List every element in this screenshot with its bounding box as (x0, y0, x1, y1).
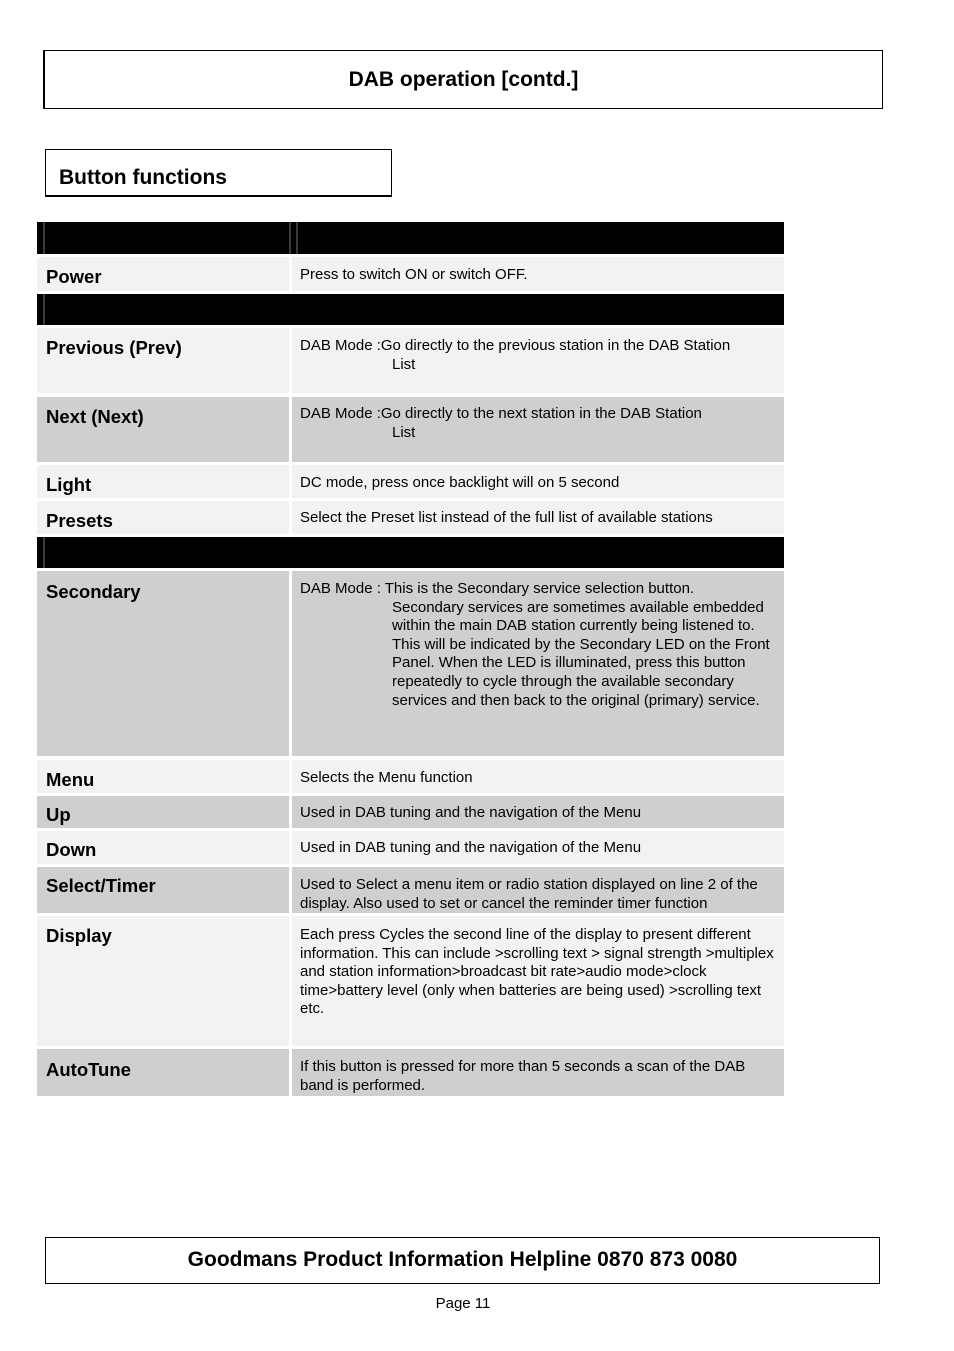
table-row-select-timer (37, 867, 784, 913)
button-description: DAB Mode :Go directly to the previous station in the DAB Station List (300, 337, 731, 373)
button-name: Up (46, 804, 71, 825)
button-name: Previous (Prev) (46, 337, 182, 358)
button-name: Presets (46, 510, 113, 531)
table-row-power (37, 257, 784, 291)
button-name: Next (Next) (46, 406, 144, 427)
table-row-autotune (37, 1049, 784, 1096)
button-description: Each press Cycles the second line of the display to present different information. This can include >scrolling text > signal strength >multiplex and station information>broadcast bit rate>audio mode>clock time>battery level (only when batteries are being used) >scrolling text etc. (300, 926, 774, 1018)
button-name: Secondary (46, 581, 141, 602)
helpline-text: Goodmans Product Information Helpline 0870 873 0080 (187, 1248, 738, 1271)
button-name: Down (46, 839, 97, 860)
button-description: If this button is pressed for more than 5 seconds a scan of the DAB band is performed. (300, 1058, 746, 1094)
helpline-box (45, 1237, 880, 1284)
button-description: DAB Mode :Go directly to the next station in the DAB Station List (300, 405, 702, 441)
button-description: Used in DAB tuning and the navigation of the Menu (300, 804, 642, 821)
table-row-down (37, 831, 784, 864)
table-row-previous (37, 328, 784, 393)
table-row-up (37, 796, 784, 828)
button-description: DAB Mode : This is the Secondary service selection button. Secondary services are sometimes available embedded within the main DAB station currently being listened to. This will be indicated by the Secondary LED on the Front Panel. When the LED is illuminated, press this button repeatedly to cycle through the available secondary services and then back to the original (primary) service. (300, 580, 770, 709)
page-title: DAB operation [contd.] (348, 68, 579, 91)
table-divider-bar (37, 294, 784, 325)
button-name: Display (46, 925, 112, 946)
page-number: Page 11 (435, 1295, 491, 1312)
section-title: Button functions (59, 166, 227, 189)
table-divider-bar (37, 537, 784, 568)
section-title-box (45, 149, 392, 197)
button-description: Select the Preset list instead of the full list of available stations (300, 509, 713, 526)
button-description: DC mode, press once backlight will on 5 second (300, 474, 620, 491)
button-name: Light (46, 474, 92, 495)
button-name: AutoTune (46, 1059, 131, 1080)
table-row-light (37, 465, 784, 498)
button-name: Menu (46, 769, 95, 790)
button-description: Press to switch ON or switch OFF. (300, 266, 528, 283)
button-description: Used in DAB tuning and the navigation of the Menu (300, 839, 642, 856)
button-name: Power (46, 266, 102, 287)
page-title-box (43, 50, 883, 109)
table-header-bar (37, 222, 784, 254)
table-row-menu (37, 760, 784, 793)
table-row-presets (37, 501, 784, 534)
button-description: Selects the Menu function (300, 769, 473, 786)
table-row-next (37, 397, 784, 462)
table-row-secondary (37, 571, 784, 756)
button-name: Select/Timer (46, 875, 156, 896)
table-row-display (37, 916, 784, 1046)
button-description: Used to Select a menu item or radio station displayed on line 2 of the display. Also used to set or cancel the reminder timer function (300, 876, 758, 912)
